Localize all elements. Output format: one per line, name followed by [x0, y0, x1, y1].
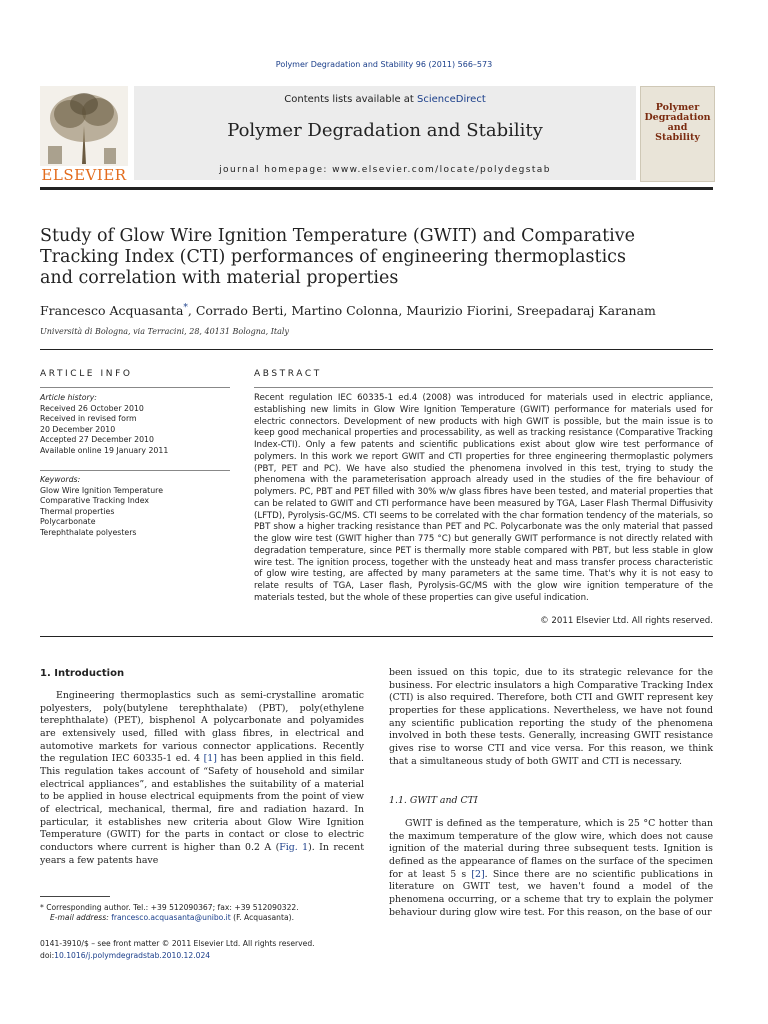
history-item: Received in revised form [40, 414, 137, 424]
body-left-column [40, 690, 364, 867]
keyword-item: Thermal properties [40, 506, 115, 516]
first-author: Francesco Acquasanta [40, 303, 184, 318]
figure-link[interactable]: Fig. 1 [279, 841, 309, 853]
issn-line: 0141-3910/$ – see front matter © 2011 Elsevier Ltd. All rights reserved. [40, 939, 315, 948]
article-history [40, 393, 230, 457]
paragraph-text: ). In recent years a few patents have [40, 841, 364, 866]
history-item: Received 26 October 2010 [40, 403, 144, 413]
paragraph-text: Engineering thermoplastics such as semi-crystalline aromatic polyesters, poly(butylene terephthalate) (PBT), poly(ethylene terephthalate) (PET), bisphenol A polycarbonate and polyamides are extensively used, filled with glass fibres, in electrical and automotive markets for various connector applications. Recently the regulation IEC 60335-1 ed. 4 [40, 690, 364, 765]
keyword-item: Glow Wire Ignition Temperature [40, 485, 164, 495]
cover-title-line: Polymer [655, 102, 700, 113]
article-title: Study of Glow Wire Ignition Temperature (GWIT) and Comparative Tracking Index (CTI) performances of engineering thermoplastics and correlation with material properties [40, 226, 635, 288]
contents-line [134, 94, 636, 105]
corresponding-author-mark[interactable]: * [183, 303, 188, 313]
doi-link[interactable]: 10.1016/j.polymdegradstab.2010.12.024 [54, 950, 211, 960]
article-info-heading: ARTICLE INFO [40, 369, 133, 379]
email-link[interactable]: francesco.acquasanta@unibo.it [111, 913, 231, 922]
paragraph-text: . Since there are no scientific publications in literature on GWIT test, we haven't found a model of the phenomena occurring, or a scheme that try to explain the polymer behaviour during glow wire test. For this reason, on the base of our [389, 868, 713, 918]
paragraph-text: GWIT is defined as the temperature, which is 25 °C hotter than the maximum temperature of the glow wire, which does not cause ignition of the material during three subsequent tests. Ignition is defined as the appearance of flames on the surface of the specimen for at least 5 s [389, 818, 713, 880]
paragraph: been issued on this topic, due to its strategic relevance for the business. For electric insulators a high Comparative Tracking Index (CTI) is also required. Therefore, both CTI and GWIT represent key properties for these applications. Nevertheless, we have not found any scientific publication reporting the study of the phenomena involved in both these tests. Generally, increasing GWIT resistance gives rise to worse CTI and vice versa. For this reason, we think that a simultaneous study of both GWIT and CTI is necessary. [389, 667, 713, 767]
journal-title: Polymer Degradation and Stability [227, 120, 543, 141]
sciencedirect-link[interactable]: ScienceDirect [417, 94, 486, 105]
contents-prefix: Contents lists available at [284, 94, 418, 105]
footnote-mark: * [40, 903, 44, 912]
email-suffix: (F. Acquasanta). [230, 913, 295, 922]
subsection-heading-gwit-cti: 1.1. GWIT and CTI [389, 795, 478, 806]
journal-homepage[interactable]: journal homepage: www.elsevier.com/locate/polydegstab [219, 165, 551, 175]
history-item: 20 December 2010 [40, 424, 116, 434]
cover-title [641, 103, 714, 143]
footnote-corresponding [40, 903, 370, 913]
body-right-column-continued [389, 818, 713, 919]
keywords-rule [40, 470, 230, 471]
paragraph [389, 818, 713, 919]
email-label: E-mail address: [50, 913, 112, 922]
footnote [40, 903, 370, 923]
doi-line [40, 950, 440, 962]
abstract-text: Recent regulation IEC 60335-1 ed.4 (2008) was introduced for materials used in electric appliance, establishing new limits in Glow Wire Ignition Temperature (GWIT) performance for materials used for electric connectors. Development of new products with high GWIT is possible, but the main issue is to keep good mechanical properties and processability, as well as tracking resistance (Comparative Tracking Index-CTI). Only a few patents and scientific publications exist about glow wire test performance of polymers. In this work we report GWIT and CTI properties for three engineering thermoplastic polymers (PBT, PET and PC). We have also studied the phenomena involved in this test, trying to study the phenomena with the parameterisation approach already used in the studies of the fire behaviour of polymers. PC, PBT and PET filled with 30% w/w glass fibres have been tested, and material properties that can be related to GWIT and CTI performance have been measured by TGA, Laser Flash Thermal Diffusivity (LFTD), Pyrolysis-GC/MS. CTI seems to be correlated with the char formation tendency of the materials, so PBT show a higher tracking resistance than PET and PC. Polycarbonate was the only material that passed the glow wire test (GWIT higher than 775 °C) but generally GWIT performance is not directly related with degradation temperature, since PET is thermally more stable compared with PBT, but less stable in glow wire test. The ignition process, together with the unsteady heat and mass transfer process characteristic of glow wire testing, are affected by many parameters at the same time. That's why it is not easy to relate results of TGA, Laser flash, Pyrolysis-GC/MS with the glow wire ignition temperature of the materials tested, but the whole of these properties can give useful indication. [254, 393, 713, 603]
footnote-contact: Corresponding author. Tel.: +39 512090367; fax: +39 512090322. [43, 903, 299, 912]
keyword-item: Terephthalate polyesters [40, 527, 137, 537]
reference-link[interactable]: [2] [471, 868, 485, 880]
footnote-email-line [40, 913, 370, 923]
reference-link[interactable]: [1] [203, 753, 217, 765]
cover-title-line: Stability [655, 132, 700, 143]
author-list [40, 303, 713, 318]
keywords-block [40, 475, 230, 539]
article-info-rule [40, 387, 230, 388]
other-authors: , Corrado Berti, Martino Colonna, Maurizio Fiorini, Sreepadaraj Karanam [187, 303, 656, 318]
affiliation: Università di Bologna, via Terracini, 28, 40131 Bologna, Italy [40, 327, 289, 336]
title-divider [40, 349, 713, 350]
paragraph [40, 690, 364, 867]
keyword-item: Polycarbonate [40, 517, 96, 527]
abstract-copyright: © 2011 Elsevier Ltd. All rights reserved. [540, 616, 713, 626]
footnote-rule [40, 896, 110, 897]
elsevier-wordmark: ELSEVIER [41, 166, 127, 184]
abstract-heading: ABSTRACT [254, 369, 322, 379]
cover-title-line: and [667, 122, 688, 133]
paragraph-text: has been applied in this field. This regulation takes account of “Safety of household and similar electrical appliances”, and establishes the suitability of a material to be applied in house electrical equipments from the point of view of electrical, mechanical, thermal, fire and radiation hazard. In particular, it establishes new criteria about Glow Wire Ignition Temperature (GWIT) for the parts in contact or close to electric conductors where current is higher than 0.2 A ( [40, 753, 364, 853]
history-label: Article history: [40, 393, 97, 402]
keyword-item: Comparative Tracking Index [40, 496, 150, 506]
article-footer [40, 938, 440, 961]
abstract-rule [254, 387, 713, 388]
history-item: Accepted 27 December 2010 [40, 435, 154, 445]
body-right-column [389, 667, 713, 768]
cover-title-line: Degradation [644, 112, 711, 123]
keywords-label: Keywords: [40, 475, 81, 484]
header-divider [40, 187, 713, 190]
journal-cover-thumbnail [640, 86, 715, 182]
doi-label: doi: [40, 950, 55, 960]
journal-citation-link[interactable]: Polymer Degradation and Stability 96 (2011) 566–573 [275, 60, 493, 69]
abstract-divider [40, 636, 713, 637]
history-item: Available online 19 January 2011 [40, 445, 169, 455]
section-heading-introduction: 1. Introduction [40, 668, 125, 679]
